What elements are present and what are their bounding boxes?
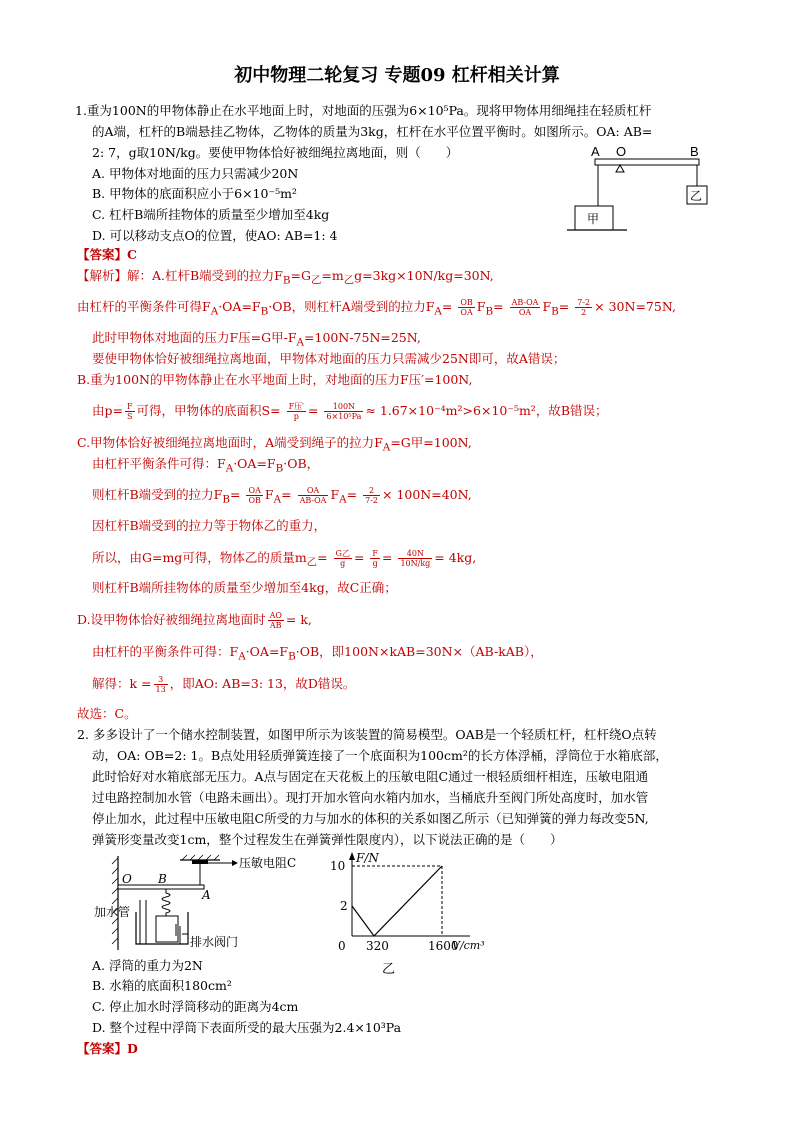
- q1-answer: 【答案】C: [77, 247, 137, 262]
- q2-option-a: A. 浮筒的重力为2N: [92, 958, 203, 973]
- q1-option-d: D. 可以移动支点O的位置，使AO: AB=1: 4: [92, 228, 338, 243]
- sol-line-1: 【解析】解：A.杠杆B端受到的拉力$F_B=G_乙=m_乙g=3kg\times 10N/kg=30N$,: [77, 268, 494, 287]
- q1-option-c: C. 杠杆B端所挂物体的质量至少增加至4kg: [92, 207, 330, 222]
- label-point-a: A: [591, 144, 600, 159]
- page-title: 初中物理二轮复习 专题09 杠杆相关计算: [234, 65, 560, 86]
- label-water-pipe: 加水管: [94, 905, 131, 919]
- q1-stem-line2: 的A端，杠杆的B端悬挂乙物体，乙物体的质量为3kg，杠杆在水平位置平衡时。如图所示。OA: AB=: [92, 124, 653, 139]
- q2-stem-line2: 动，OA: OB=2: 1。B点处用轻质弹簧连接了一个底面积为100cm²的长方体浮桶，浮筒位于水箱底部，: [92, 748, 668, 763]
- sol-line-7: C.甲物体恰好被细绳拉离地面时，A端受到绳子的拉力$F_A=G$甲=100N,: [77, 435, 472, 454]
- fulcrum: [616, 165, 624, 172]
- y-tick-2: 2: [340, 899, 348, 913]
- q1-lever-figure: [565, 140, 725, 245]
- q1-option-a: A. 甲物体对地面的压力只需减少20N: [92, 166, 299, 181]
- q1-stem-line3: 2: 7，g取10N/kg。要使甲物体恰好被细绳拉离地面，则（ ）: [92, 145, 459, 160]
- sol-line-3: 此时甲物体对地面的压力F压=G甲$-F_A=100N-75N=25N$,: [92, 330, 421, 349]
- sol-line-2: 由杠杆的平衡条件可得$F_A\cdot OA=F_B\cdot OB$，则杠杆A端受到的拉力$F_A=$ $\frac{OB}{OA}$ $F_B=$ $\frac{AB-OA}{OA}$ $F_B=$ $\frac{7-2}{2}$ × 30N=75N,: [77, 298, 676, 318]
- q2-force-volume-graph: [320, 850, 500, 955]
- spring: [162, 889, 170, 916]
- sensor-arrow-head: [232, 860, 238, 866]
- label-point-o: O: [616, 144, 627, 159]
- label-drain-valve: 排水阀门: [190, 935, 239, 949]
- q1-stem-line1: 1.重为100N的甲物体静止在水平地面上时，对地面的压强为6×10⁵Pa。现将甲物体用细绳挂在轻质杠杆: [75, 103, 652, 118]
- sol-line-12: 则杠杆B端所挂物体的质量至少增加至4kg，故C正确；: [92, 580, 397, 595]
- q2-stem-line4: 过电路控制加水管（电路未画出）。现打开加水管向水箱内加水，当桶底升至阀门所处高度时，加水管: [92, 790, 649, 805]
- pressure-sensor: [192, 860, 208, 864]
- y-axis-arrow: [349, 852, 355, 860]
- ceiling-hatching: [182, 855, 219, 860]
- sol-line-10: 因杠杆B端受到的拉力等于物体乙的重力，: [92, 518, 327, 533]
- sol-line-13: D.设甲物体恰好被细绳拉离地面时 $\frac{AO}{AB}$ = k,: [77, 611, 312, 630]
- series-line-force: [352, 866, 442, 936]
- q2-stem-line5: 停止加水，此过程中压敏电阻C所受的力与加水的体积的关系如图乙所示（已知弹簧的弹力每改变5N,: [92, 811, 649, 826]
- label-point-b: B: [690, 144, 699, 159]
- q2-option-b: B. 水箱的底面积180cm²: [92, 978, 232, 993]
- x-tick-320: 320: [366, 939, 389, 953]
- q2-option-d: D. 整个过程中浮筒下表面所受的最大压强为2.4×10³Pa: [92, 1020, 402, 1035]
- sol-line-4: 要使甲物体恰好被细绳拉离地面，甲物体对地面的压力只需减少25N即可，故A错误；: [92, 351, 566, 366]
- label-pressure-sensor: 压敏电阻C: [239, 856, 297, 870]
- sol-final: 故选：C。: [77, 706, 137, 721]
- x-tick-0: 0: [338, 939, 346, 953]
- q1-option-b: B. 甲物体的底面积应小于6×10⁻⁵m²: [92, 186, 297, 201]
- sol-line-15: 解得：k = $\frac{3}{13}$ ，即AO: AB=3: 13，故D错误。: [92, 675, 356, 694]
- label-b: B: [158, 872, 167, 886]
- q2-device-figure: [92, 852, 297, 957]
- x-axis-label: V/cm³: [452, 939, 485, 952]
- q2-stem-line3: 此时恰好对水箱底部无压力。A点与固定在天花板上的压敏电阻C通过一根轻质细杆相连，压敏电阻通: [92, 769, 649, 784]
- sol-line-9: 则杠杆B端受到的拉力$F_B=$ $\frac{OA}{OB}$ $F_A=$ $\frac{OA}{AB-OA}$ $F_A=$ $\frac{2}{7-2}$ × 100N=40N,: [92, 486, 472, 506]
- label-jia: 甲: [587, 212, 600, 226]
- sol-line-8: 由杠杆平衡条件可得：$F_A\cdot OA=F_B\cdot OB$，: [92, 456, 320, 475]
- y-tick-10: 10: [330, 859, 346, 873]
- graph-caption: 乙: [382, 962, 396, 977]
- lever-bar: [595, 159, 699, 165]
- q2-stem-line1: 2. 多多设计了一个储水控制装置，如图甲所示为该装置的简易模型。OAB是一个轻质杠杆，杠杆绕O点转: [77, 727, 657, 742]
- sol-line-14: 由杠杆的平衡条件可得：$F_A\cdot OA=F_B\cdot OB$，即100N×kAB=30N×（AB-kAB），: [92, 644, 543, 663]
- x-tick-1600: 1600: [428, 939, 459, 953]
- wall-hatching: [112, 858, 118, 944]
- label-a: A: [202, 888, 211, 902]
- sol-line-6: 由p= $\frac{F}{S}$ 可得，甲物体的底面积S= $\frac{\text{F压′}}{p}$ = $\frac{100N}{\text{6×10⁵Pa}}$ ≈ 1.67×10⁻⁴m²>6×10⁻⁵m²，故B错误；: [92, 402, 608, 421]
- float-bucket: [156, 916, 178, 942]
- label-yi: 乙: [690, 189, 703, 203]
- y-axis-label: F/N: [356, 851, 379, 865]
- sol-line-5: B.重为100N的甲物体静止在水平地面上时，对地面的压力F压′=100N,: [77, 372, 473, 387]
- sol-line-11: 所以，由G=mg可得，物体乙的质量$m_乙=$ $\frac{\text{G乙}}{g}$ = $\frac{F}{g}$ = $\frac{40N}{10N/kg}$ = 4kg,: [92, 549, 477, 569]
- q2-stem-line6: 弹簧形变量改变1cm，整个过程发生在弹簧弹性限度内），以下说法正确的是（ ）: [92, 832, 563, 847]
- q2-option-c: C. 停止加水时浮筒移动的距离为4cm: [92, 999, 299, 1014]
- q2-answer: 【答案】D: [77, 1041, 138, 1056]
- label-o: O: [122, 872, 132, 886]
